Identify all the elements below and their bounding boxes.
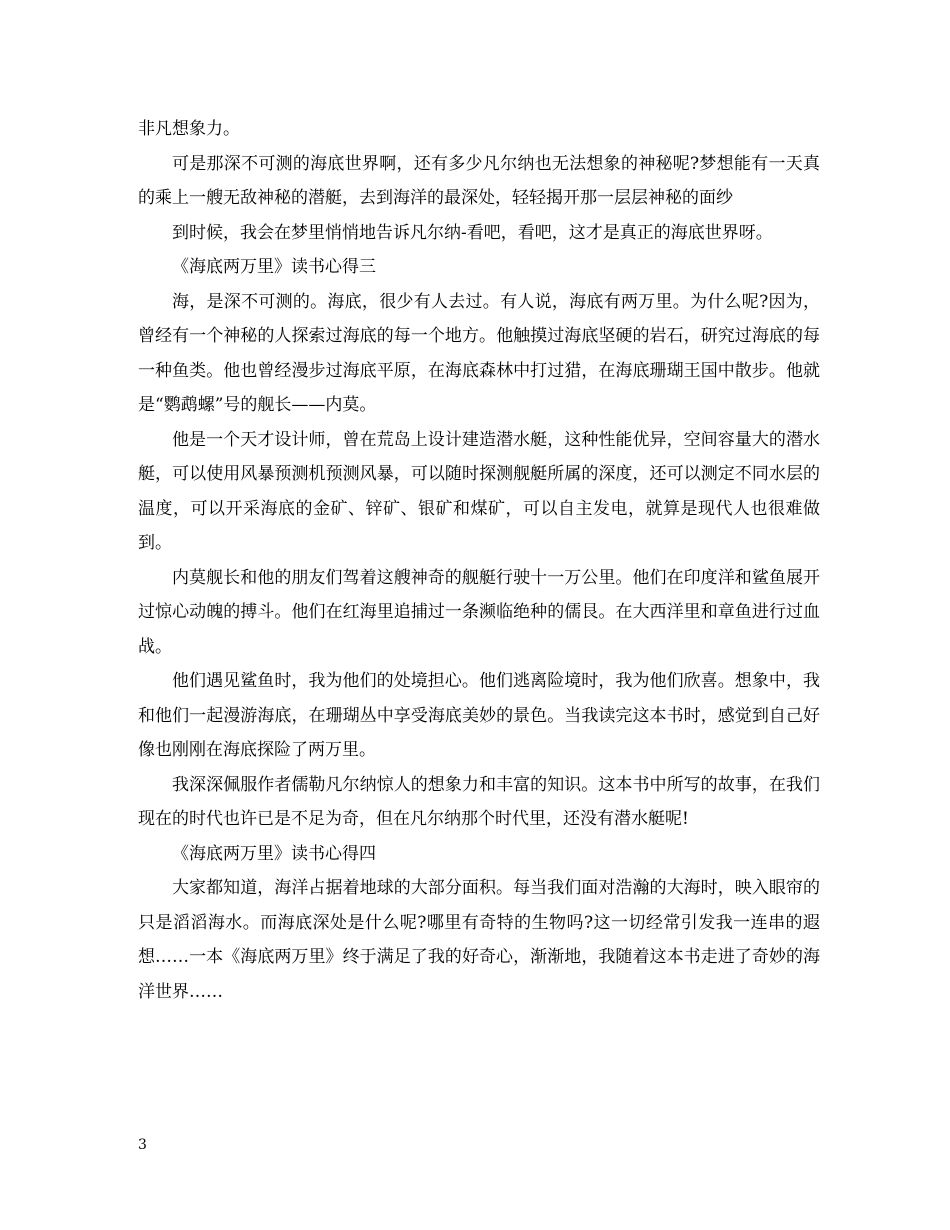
paragraph: 他们遇见鲨鱼时，我为他们的处境担心。他们逃离险境时，我为他们欣喜。想象中，我和他们一起漫游海底，在珊瑚丛中享受海底美妙的景色。当我读完这本书时，感觉到自己好像也刚刚在海底探险了两万里。 xyxy=(138,671,820,760)
page-number: 3 xyxy=(138,1137,147,1153)
paragraph: 内莫舰长和他的朋友们驾着这艘神奇的舰艇行驶十一万公里。他们在印度洋和鲨鱼展开过惊心动魄的搏斗。他们在红海里追捕过一条濒临绝种的儒艮。在大西洋里和章鱼进行过血战。 xyxy=(138,567,820,657)
section-heading: 《海底两万里》读书心得三 xyxy=(172,257,376,277)
section-heading: 《海底两万里》读书心得四 xyxy=(172,843,376,864)
paragraph: 我深深佩服作者儒勒凡尔纳惊人的想象力和丰富的知识。这本书中所写的故事，在我们现在的时代也许已是不足为奇，但在凡尔纳那个时代里，还没有潜水艇呢! xyxy=(138,774,820,829)
paragraph: 他是一个天才设计师，曾在荒岛上设计建造潜水艇，这种性能优异，空间容量大的潜水艇，可以使用风暴预测机预测风暴，可以随时探测舰艇所属的深度，还可以测定不同水层的温度，可以开采海底的金矿、锌矿、银矿和煤矿，可以自主发电，就算是现代人也很难做到。 xyxy=(138,429,820,553)
paragraph: 到时候，我会在梦里悄悄地告诉凡尔纳-看吧，看吧，这才是真正的海底世界呀。 xyxy=(172,222,773,243)
paragraph: 可是那深不可测的海底世界啊，还有多少凡尔纳也无法想象的神秘呢?梦想能有一天真的乘上一艘无敌神秘的潜艇，去到海洋的最深处，轻轻揭开那一层层神秘的面纱 xyxy=(138,153,820,208)
page-body xyxy=(138,112,820,1009)
paragraph: 海，是深不可测的。海底，很少有人去过。有人说，海底有两万里。为什么呢?因为，曾经有一个神秘的人探索过海底的每一个地方。他触摸过海底坚硬的岩石，研究过海底的每一种鱼类。他也曾经漫步过海底平原，在海底森林中打过猎，在海底珊瑚王国中散步。他就是“鹦鹉螺”号的舰长——内莫。 xyxy=(138,291,820,415)
paragraph-continuation: 非凡想象力。 xyxy=(138,119,240,139)
paragraph: 大家都知道，海洋占据着地球的大部分面积。每当我们面对浩瀚的大海时，映入眼帘的只是滔滔海水。而海底深处是什么呢?哪里有奇特的生物吗?这一切经常引发我一连串的遐想……一本《海底两万里》终于满足了我的好奇心，渐渐地，我随着这本书走进了奇妙的海洋世界…… xyxy=(138,878,820,1002)
